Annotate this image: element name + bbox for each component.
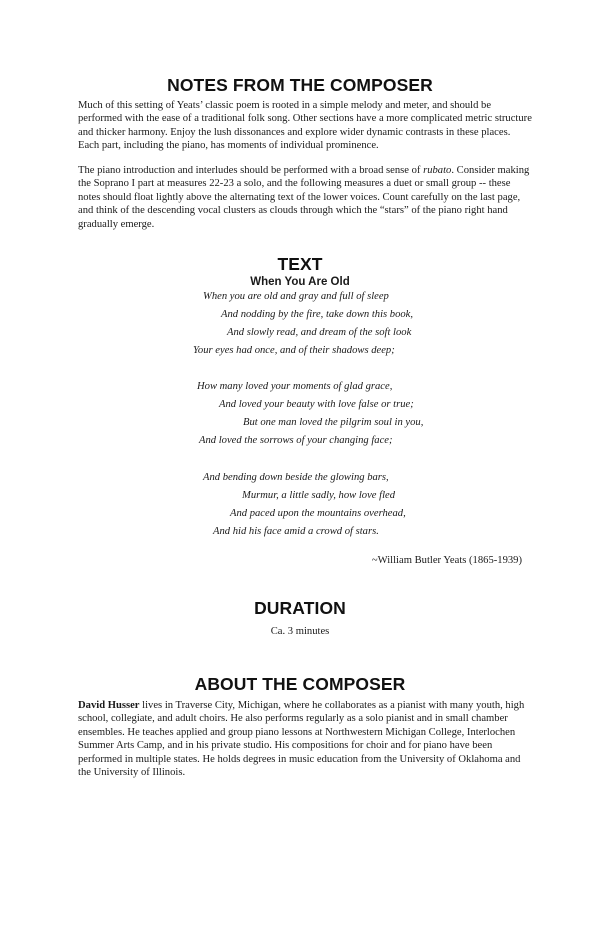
poem-line: And bending down beside the glowing bars, <box>203 472 389 483</box>
composer-bio: lives in Traverse City, Michigan, where he collaborates as a pianist with many youth, high school, collegiate, and adult choirs. He also performs regularly as a solo pianist and in small chamber ensembles. He teaches applied and group piano lessons at Northwestern Michigan College, Interlochen Summer Arts Camp, and in his private studio. His compositions for choir and for piano have been performed in multiple states. He holds degrees in music education from the University of Oklahoma and the University of Illinois. <box>78 700 525 779</box>
duration-value: Ca. 3 minutes <box>270 626 330 637</box>
poem-line: And loved the sorrows of your changing face; <box>199 435 393 446</box>
poem-line: And slowly read, and dream of the soft look <box>227 327 412 338</box>
poem-line: Murmur, a little sadly, how love fled <box>242 490 396 501</box>
notes-paragraph-2 <box>78 164 534 231</box>
notes-paragraph-1: Much of this setting of Yeats’ classic poem is rooted in a simple melody and meter, and should be performed with the ease of a traditional folk song. Other sections have a more complicated metric structure and thicker harmony. Enjoy the lush dissonances and explore wider dynamic contrasts in these places. Each part, including the piano, has moments of individual prominence. <box>78 100 532 152</box>
about-paragraph <box>78 699 534 779</box>
rubato-term: rubato <box>423 165 452 176</box>
poem-line: And hid his face amid a crowd of stars. <box>213 526 379 537</box>
notes-paragraph-2-end: . Consider making the Soprano I part at measures 22-23 a solo, and the following measures a duet or small group -- these notes should float lightly above the alternating text of the lower voices. Count carefully on the last page, and think of the descending vocal clusters as clouds through which the “stars” of the piano right hand gradually emerge. <box>78 165 530 230</box>
poem-attribution: ~William Butler Yeats (1865-1939) <box>371 555 522 566</box>
poem-title: When You Are Old <box>250 276 350 288</box>
poem-line: But one man loved the pilgrim soul in you, <box>243 417 424 428</box>
poem-line: How many loved your moments of glad grace, <box>197 381 393 392</box>
poem-line: And nodding by the fire, take down this book, <box>221 309 414 320</box>
poem-line: Your eyes had once, and of their shadows deep; <box>193 345 395 356</box>
composer-name: David Husser <box>78 700 140 711</box>
about-heading: ABOUT THE COMPOSER <box>194 674 406 694</box>
notes-heading: NOTES FROM THE COMPOSER <box>167 75 433 95</box>
poem-line: And loved your beauty with love false or true; <box>219 399 414 410</box>
duration-heading: DURATION <box>254 598 346 618</box>
poem-line: When you are old and gray and full of sleep <box>203 291 389 302</box>
poem-line: And paced upon the mountains overhead, <box>230 508 406 519</box>
notes-paragraph-2-start: The piano introduction and interludes should be performed with a broad sense of <box>78 165 424 176</box>
text-heading: TEXT <box>277 254 323 274</box>
